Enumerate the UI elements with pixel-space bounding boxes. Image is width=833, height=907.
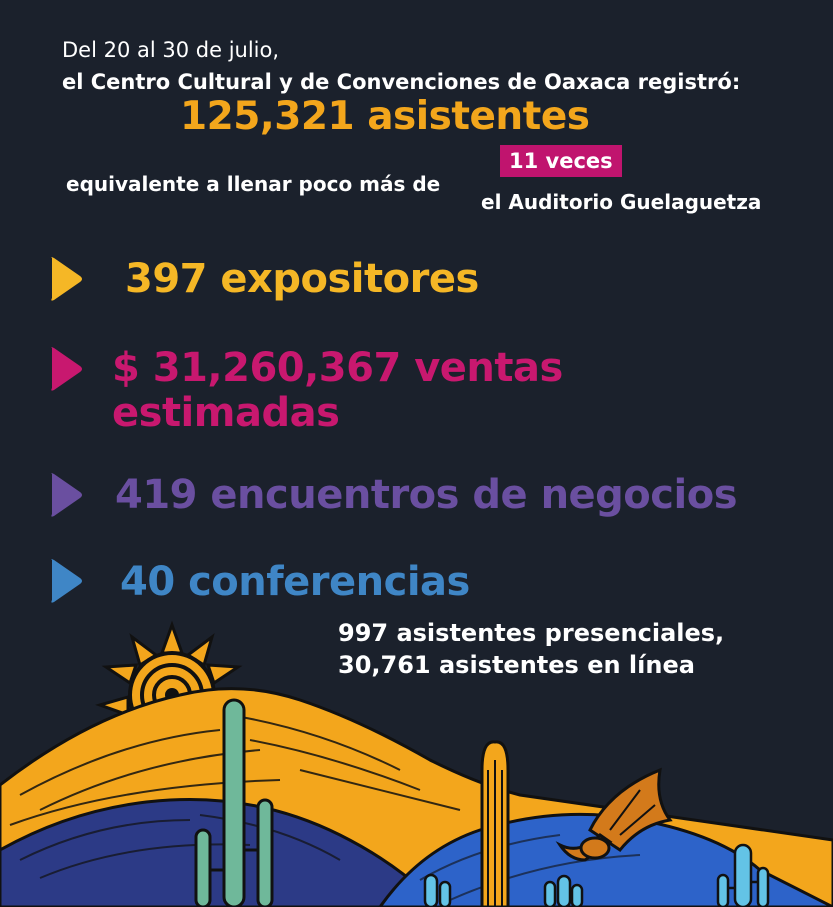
column-cactus-icon xyxy=(482,742,508,907)
magenta-arrow-icon xyxy=(48,344,84,394)
times-badge: 11 veces xyxy=(500,145,622,177)
yellow-arrow-icon xyxy=(48,254,84,304)
attendees-headline: 125,321 asistentes xyxy=(180,94,590,139)
equivalence-text: equivalente a llenar poco más de xyxy=(66,172,441,196)
stat-ventas: $ 31,260,367 ventas estimadas xyxy=(112,345,563,436)
intro-venue-text: el Centro Cultural y de Convenciones de Oaxaca registró: xyxy=(62,70,741,94)
stat-negocios: 419 encuentros de negocios xyxy=(115,472,737,518)
presenciales-text: 997 asistentes presenciales, xyxy=(338,619,725,647)
purple-arrow-icon xyxy=(48,470,84,520)
blue-arrow-icon xyxy=(48,556,84,606)
en-linea-text: 30,761 asistentes en línea xyxy=(338,651,695,679)
desert-landscape-illustration xyxy=(0,620,833,907)
intro-date-text: Del 20 al 30 de julio, xyxy=(62,38,280,62)
stat-conferencias: 40 conferencias xyxy=(120,559,470,605)
stat-expositores: 397 expositores xyxy=(125,256,479,302)
auditorio-text: el Auditorio Guelaguetza xyxy=(481,190,762,214)
